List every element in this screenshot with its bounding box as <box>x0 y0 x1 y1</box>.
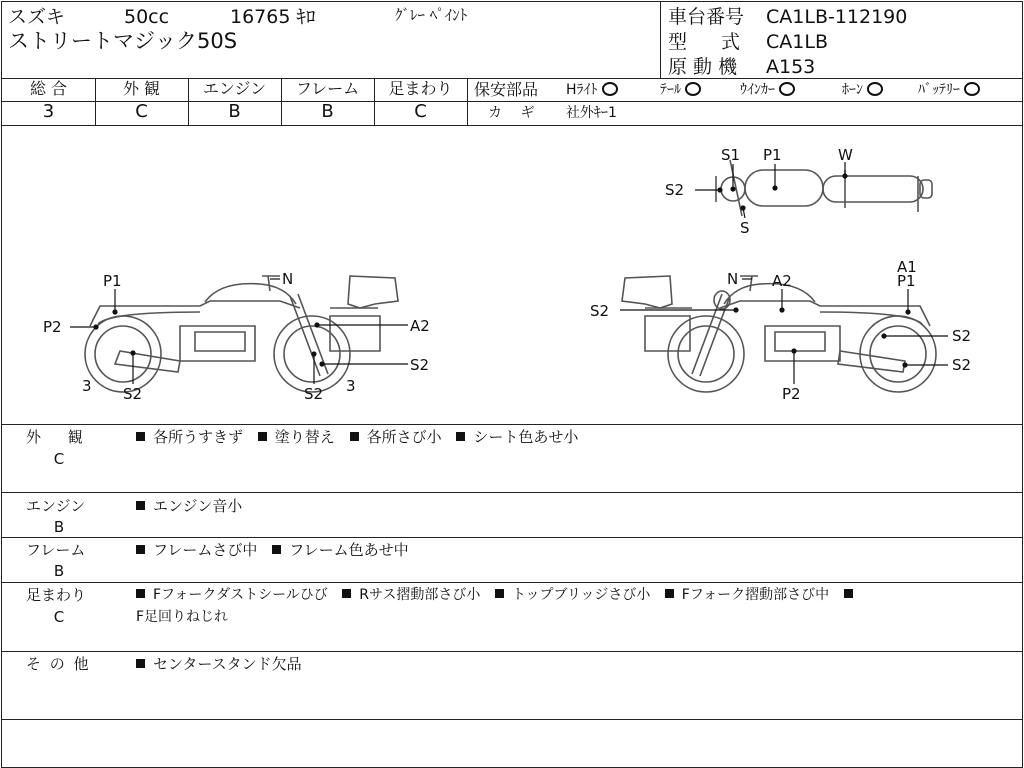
bullet-icon <box>665 589 674 598</box>
type-value: CA1LB <box>766 31 828 53</box>
mileage: 16765 ｷﾛ <box>230 6 316 28</box>
diag-left-s2b: S2 <box>123 385 143 403</box>
diag-right-s2c: S2 <box>952 356 972 374</box>
bullet-icon <box>136 589 145 598</box>
remark-suspension-cont: F足回りねじれ <box>136 609 229 625</box>
diag-left-a2: A2 <box>410 317 430 335</box>
circle-ok-icon <box>685 82 701 96</box>
score-engine: B <box>228 101 241 122</box>
remark-item: Rサス摺動部さび小 <box>359 587 481 603</box>
key-value: 社外ｷｰ1 <box>566 105 617 121</box>
score-header-engine: エンジン <box>202 79 267 98</box>
bullet-icon <box>456 432 465 441</box>
bullet-icon <box>342 589 351 598</box>
remark-exterior-title: 外 観 <box>26 428 83 446</box>
diag-right-n: N <box>727 270 739 288</box>
type-label: 型 式 <box>668 31 741 53</box>
safety-battery-label: ﾊﾞｯﾃﾘｰ <box>918 82 960 98</box>
remark-item: Fフォークダストシールひび <box>153 587 328 603</box>
remark-frame-grade: B <box>53 562 65 580</box>
remark-other-title: そ の 他 <box>26 655 89 673</box>
remark-other-items <box>136 655 312 673</box>
diag-left-3b: 3 <box>346 377 356 395</box>
diag-top-w: W <box>838 146 853 164</box>
remark-item: 各所うすきず <box>153 428 244 446</box>
displacement: 50cc <box>124 6 170 28</box>
bullet-icon <box>136 545 145 554</box>
key-label: カ ギ <box>488 105 535 121</box>
bullet-icon <box>350 432 359 441</box>
remark-exterior-grade: C <box>53 450 65 468</box>
diagram-bottom-line <box>2 424 1022 425</box>
bullet-icon <box>844 589 853 598</box>
remark-divider <box>2 651 1022 652</box>
score-exterior: C <box>135 101 148 122</box>
remark-item: シート色あせ小 <box>473 428 579 446</box>
remark-engine-items <box>136 497 252 515</box>
score-suspension: C <box>414 101 427 122</box>
header-divider <box>660 2 661 78</box>
bullet-icon <box>136 659 145 668</box>
bike-right-view <box>622 276 936 392</box>
remark-divider <box>2 537 1022 538</box>
remark-item: フレーム色あせ中 <box>289 541 409 559</box>
diag-right-a1: A1 <box>897 258 917 276</box>
safety-battery <box>918 81 980 99</box>
frame-no: CA1LB-112190 <box>766 6 908 28</box>
safety-headlight-label: Hﾗｲﾄ <box>566 82 598 98</box>
safety-headlight <box>566 81 618 99</box>
safety-label: 保安部品 <box>474 80 539 99</box>
safety-horn <box>842 81 883 99</box>
score-mid-line <box>2 101 1022 102</box>
remark-item: フレームさび中 <box>153 541 258 559</box>
safety-winker-label: ｳｲﾝｶｰ <box>740 82 775 98</box>
maker: スズキ <box>8 6 66 28</box>
remark-item: エンジン音小 <box>153 497 243 515</box>
score-divider <box>467 79 468 126</box>
body-color: ｸﾞﾚｰ ﾍﾟｲﾝﾄ <box>395 6 468 24</box>
bullet-icon <box>136 501 145 510</box>
remark-frame-items <box>136 541 419 559</box>
score-header-frame: フレーム <box>295 79 360 98</box>
diag-left-p1: P1 <box>103 272 122 290</box>
score-total: 3 <box>42 101 55 122</box>
engine-value: A153 <box>766 56 816 78</box>
diag-right-p1: P1 <box>897 272 916 290</box>
remark-item: 塗り替え <box>274 428 335 446</box>
remark-item: Fフォーク摺動部さび中 <box>681 587 830 603</box>
remark-divider <box>2 719 1022 720</box>
remark-divider <box>2 492 1022 493</box>
score-frame: B <box>321 101 334 122</box>
diag-right-s2b: S2 <box>952 327 972 345</box>
remark-item: トップブリッジさび小 <box>511 587 651 603</box>
remark-suspension-grade: C <box>53 608 65 626</box>
diag-left-p2: P2 <box>43 318 62 336</box>
bike-left-view <box>85 276 398 392</box>
diag-left-s2: S2 <box>410 356 430 374</box>
safety-tail-label: ﾃｰﾙ <box>660 82 681 98</box>
diag-right-a2: A2 <box>772 272 792 290</box>
diag-top-s1: S1 <box>721 146 741 164</box>
remark-item: 各所さび小 <box>366 428 442 446</box>
remark-divider <box>2 582 1022 583</box>
remark-frame-title: フレーム <box>26 541 86 559</box>
bullet-icon <box>258 432 267 441</box>
diag-top-p1: P1 <box>763 146 782 164</box>
remark-suspension-title: 足まわり <box>26 586 87 604</box>
remark-suspension-items <box>136 586 861 604</box>
circle-ok-icon <box>779 82 795 96</box>
bullet-icon <box>495 589 504 598</box>
safety-winker <box>740 81 795 99</box>
safety-horn-label: ﾎｰﾝ <box>842 82 863 98</box>
diag-right-p2: P2 <box>782 385 801 403</box>
remark-engine-grade: B <box>53 518 65 536</box>
bike-top-view <box>716 160 932 216</box>
circle-ok-icon <box>602 82 618 96</box>
remark-exterior-items <box>136 428 588 446</box>
circle-ok-icon <box>964 82 980 96</box>
remark-engine-title: エンジン <box>26 497 86 515</box>
engine-label: 原 動 機 <box>668 56 738 78</box>
diag-left-n: N <box>282 270 294 288</box>
diag-left-s2c: S2 <box>304 385 324 403</box>
bullet-icon <box>136 432 145 441</box>
damage-diagram <box>0 126 1024 424</box>
safety-tail <box>660 81 701 99</box>
diag-top-s2: S2 <box>665 181 685 199</box>
circle-ok-icon <box>867 82 883 96</box>
score-header-total: 総 合 <box>29 79 68 98</box>
score-header-exterior: 外 観 <box>122 79 161 98</box>
diag-right-s2a: S2 <box>590 302 610 320</box>
bullet-icon <box>272 545 281 554</box>
model-name: ストリートマジック50S <box>8 29 238 53</box>
remark-item: センタースタンド欠品 <box>153 655 302 673</box>
frame-no-label: 車台番号 <box>668 6 745 28</box>
diag-left-3a: 3 <box>82 377 92 395</box>
diag-top-s: S <box>740 219 750 237</box>
score-header-suspension: 足まわり <box>388 79 453 98</box>
